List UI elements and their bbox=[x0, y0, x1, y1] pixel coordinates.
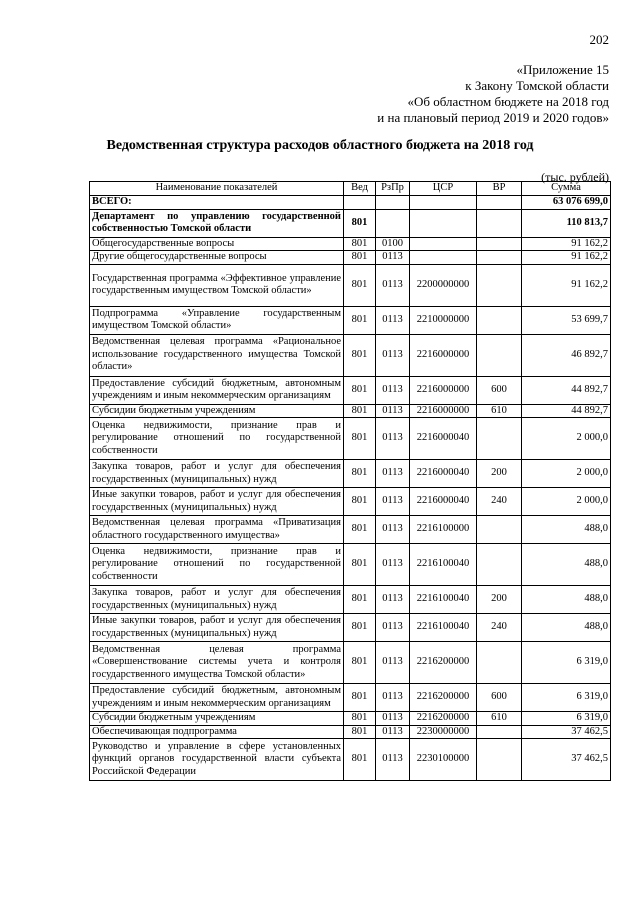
cell-ved: 801 bbox=[344, 614, 376, 642]
cell-csr: 2216200000 bbox=[410, 642, 477, 684]
cell-ved: 801 bbox=[344, 544, 376, 586]
cell-vr: 600 bbox=[477, 376, 522, 404]
cell-sum: 6 319,0 bbox=[522, 712, 611, 726]
cell-csr: 2230000000 bbox=[410, 725, 477, 739]
cell-name: Ведомственная целевая программа «Совершенствование системы учета и контроля государственного имущества Томской области» bbox=[90, 642, 344, 684]
cell-sum: 488,0 bbox=[522, 614, 611, 642]
cell-vr: 200 bbox=[477, 460, 522, 488]
table-row bbox=[90, 614, 611, 642]
cell-csr: 2200000000 bbox=[410, 264, 477, 306]
cell-name: Другие общегосударственные вопросы bbox=[90, 251, 344, 265]
cell-vr bbox=[477, 251, 522, 265]
cell-name: Государственная программа «Эффективное управление государственным имуществом Томской области» bbox=[90, 264, 344, 306]
cell-sum: 37 462,5 bbox=[522, 725, 611, 739]
cell-sum: 91 162,2 bbox=[522, 237, 611, 251]
cell-ved: 801 bbox=[344, 264, 376, 306]
cell-ved: 801 bbox=[344, 251, 376, 265]
cell-rzpr: 0113 bbox=[376, 306, 410, 334]
cell-sum: 2 000,0 bbox=[522, 460, 611, 488]
cell-name: Предоставление субсидий бюджетным, автономным учреждениям и иным некоммерческим организациям bbox=[90, 684, 344, 712]
cell-sum: 488,0 bbox=[522, 586, 611, 614]
cell-vr bbox=[477, 306, 522, 334]
cell-rzpr: 0113 bbox=[376, 488, 410, 516]
cell-csr: 2216100040 bbox=[410, 544, 477, 586]
cell-csr: 2216200000 bbox=[410, 684, 477, 712]
cell-name: Подпрограмма «Управление государственным имуществом Томской области» bbox=[90, 306, 344, 334]
cell-ved: 801 bbox=[344, 306, 376, 334]
cell-csr: 2216100040 bbox=[410, 614, 477, 642]
appendix-header bbox=[377, 62, 609, 126]
cell-rzpr: 0113 bbox=[376, 376, 410, 404]
cell-vr bbox=[477, 334, 522, 376]
cell-csr: 2216100000 bbox=[410, 516, 477, 544]
cell-sum: 488,0 bbox=[522, 544, 611, 586]
cell-ved: 801 bbox=[344, 209, 376, 237]
cell-rzpr: 0113 bbox=[376, 642, 410, 684]
cell-vr bbox=[477, 195, 522, 209]
table-row bbox=[90, 739, 611, 781]
cell-sum: 2 000,0 bbox=[522, 418, 611, 460]
cell-ved: 801 bbox=[344, 712, 376, 726]
cell-name: Закупка товаров, работ и услуг для обеспечения государственных (муниципальных) нужд bbox=[90, 460, 344, 488]
cell-csr: 2216000000 bbox=[410, 334, 477, 376]
appendix-line: к Закону Томской области bbox=[465, 78, 609, 93]
cell-ved: 801 bbox=[344, 237, 376, 251]
cell-vr bbox=[477, 237, 522, 251]
cell-sum: 110 813,7 bbox=[522, 209, 611, 237]
cell-sum: 488,0 bbox=[522, 516, 611, 544]
page-number: 202 bbox=[589, 32, 609, 47]
cell-csr: 2216000040 bbox=[410, 460, 477, 488]
cell-name: Оценка недвижимости, признание прав и регулирование отношений по государственной собственности bbox=[90, 544, 344, 586]
cell-sum: 6 319,0 bbox=[522, 642, 611, 684]
cell-rzpr: 0113 bbox=[376, 544, 410, 586]
header-vr: ВР bbox=[477, 182, 522, 196]
cell-csr: 2216000000 bbox=[410, 376, 477, 404]
cell-vr bbox=[477, 739, 522, 781]
header-ved: Вед bbox=[344, 182, 376, 196]
table-row bbox=[90, 334, 611, 376]
cell-sum: 63 076 699,0 bbox=[522, 195, 611, 209]
table-row bbox=[90, 195, 611, 209]
cell-name: Ведомственная целевая программа «Приватизация областного государственного имущества» bbox=[90, 516, 344, 544]
cell-rzpr bbox=[376, 209, 410, 237]
cell-ved: 801 bbox=[344, 516, 376, 544]
table-row bbox=[90, 460, 611, 488]
table-row bbox=[90, 725, 611, 739]
cell-ved: 801 bbox=[344, 418, 376, 460]
table-row bbox=[90, 684, 611, 712]
cell-ved: 801 bbox=[344, 642, 376, 684]
cell-name: Предоставление субсидий бюджетным, автономным учреждениям и иным некоммерческим организациям bbox=[90, 376, 344, 404]
cell-vr bbox=[477, 209, 522, 237]
cell-name: Оценка недвижимости, признание прав и регулирование отношений по государственной собственности bbox=[90, 418, 344, 460]
cell-ved bbox=[344, 195, 376, 209]
table-row bbox=[90, 306, 611, 334]
cell-rzpr: 0113 bbox=[376, 418, 410, 460]
cell-name: Субсидии бюджетным учреждениям bbox=[90, 404, 344, 418]
cell-vr: 600 bbox=[477, 684, 522, 712]
header-rzpr: РзПр bbox=[376, 182, 410, 196]
cell-rzpr: 0113 bbox=[376, 404, 410, 418]
table-row bbox=[90, 376, 611, 404]
cell-vr: 610 bbox=[477, 712, 522, 726]
cell-csr: 2216100040 bbox=[410, 586, 477, 614]
table-body bbox=[90, 195, 611, 781]
cell-sum: 44 892,7 bbox=[522, 404, 611, 418]
appendix-line: «Об областном бюджете на 2018 год bbox=[407, 94, 609, 109]
cell-ved: 801 bbox=[344, 376, 376, 404]
cell-rzpr: 0113 bbox=[376, 251, 410, 265]
cell-vr: 200 bbox=[477, 586, 522, 614]
table-row bbox=[90, 237, 611, 251]
expenditure-table bbox=[89, 181, 611, 781]
cell-sum: 2 000,0 bbox=[522, 488, 611, 516]
cell-rzpr: 0100 bbox=[376, 237, 410, 251]
table-row bbox=[90, 586, 611, 614]
cell-rzpr: 0113 bbox=[376, 516, 410, 544]
cell-sum: 91 162,2 bbox=[522, 264, 611, 306]
header-name: Наименование показателей bbox=[90, 182, 344, 196]
cell-rzpr: 0113 bbox=[376, 264, 410, 306]
cell-vr bbox=[477, 516, 522, 544]
table-row bbox=[90, 488, 611, 516]
cell-name: Обеспечивающая подпрограмма bbox=[90, 725, 344, 739]
table-row bbox=[90, 544, 611, 586]
cell-ved: 801 bbox=[344, 684, 376, 712]
cell-csr bbox=[410, 251, 477, 265]
cell-vr: 240 bbox=[477, 614, 522, 642]
cell-ved: 801 bbox=[344, 739, 376, 781]
cell-vr bbox=[477, 642, 522, 684]
cell-name: Иные закупки товаров, работ и услуг для обеспечения государственных (муниципальных) нужд bbox=[90, 488, 344, 516]
table-row bbox=[90, 251, 611, 265]
table-row bbox=[90, 404, 611, 418]
table-row bbox=[90, 712, 611, 726]
cell-ved: 801 bbox=[344, 725, 376, 739]
cell-name: Закупка товаров, работ и услуг для обеспечения государственных (муниципальных) нужд bbox=[90, 586, 344, 614]
cell-vr: 240 bbox=[477, 488, 522, 516]
cell-vr bbox=[477, 264, 522, 306]
cell-sum: 91 162,2 bbox=[522, 251, 611, 265]
table-row bbox=[90, 209, 611, 237]
cell-rzpr: 0113 bbox=[376, 725, 410, 739]
table-row bbox=[90, 264, 611, 306]
cell-sum: 6 319,0 bbox=[522, 684, 611, 712]
table-row bbox=[90, 418, 611, 460]
cell-csr: 2216000040 bbox=[410, 488, 477, 516]
cell-vr bbox=[477, 418, 522, 460]
document-title: Ведомственная структура расходов областного бюджета на 2018 год bbox=[106, 138, 534, 153]
appendix-line: и на плановый период 2019 и 2020 годов» bbox=[377, 110, 609, 125]
appendix-line: «Приложение 15 bbox=[516, 62, 609, 77]
cell-name: ВСЕГО: bbox=[90, 195, 344, 209]
cell-rzpr: 0113 bbox=[376, 334, 410, 376]
cell-rzpr: 0113 bbox=[376, 460, 410, 488]
cell-sum: 46 892,7 bbox=[522, 334, 611, 376]
cell-name: Ведомственная целевая программа «Рациональное использование государственного имущества Томской области» bbox=[90, 334, 344, 376]
header-csr: ЦСР bbox=[410, 182, 477, 196]
cell-csr bbox=[410, 237, 477, 251]
units-label: (тыс. рублей) bbox=[541, 170, 609, 184]
cell-rzpr: 0113 bbox=[376, 586, 410, 614]
cell-csr: 2216200000 bbox=[410, 712, 477, 726]
cell-csr: 2210000000 bbox=[410, 306, 477, 334]
table-row bbox=[90, 642, 611, 684]
cell-vr: 610 bbox=[477, 404, 522, 418]
cell-sum: 53 699,7 bbox=[522, 306, 611, 334]
cell-name: Департамент по управлению государственной собственностью Томской области bbox=[90, 209, 344, 237]
cell-ved: 801 bbox=[344, 334, 376, 376]
cell-rzpr: 0113 bbox=[376, 684, 410, 712]
cell-ved: 801 bbox=[344, 404, 376, 418]
cell-vr bbox=[477, 544, 522, 586]
cell-csr bbox=[410, 209, 477, 237]
cell-ved: 801 bbox=[344, 586, 376, 614]
cell-name: Иные закупки товаров, работ и услуг для обеспечения государственных (муниципальных) нужд bbox=[90, 614, 344, 642]
cell-rzpr: 0113 bbox=[376, 739, 410, 781]
cell-ved: 801 bbox=[344, 460, 376, 488]
cell-rzpr: 0113 bbox=[376, 712, 410, 726]
cell-name: Общегосударственные вопросы bbox=[90, 237, 344, 251]
cell-sum: 37 462,5 bbox=[522, 739, 611, 781]
cell-csr: 2216000040 bbox=[410, 418, 477, 460]
cell-csr: 2230100000 bbox=[410, 739, 477, 781]
cell-rzpr bbox=[376, 195, 410, 209]
cell-vr bbox=[477, 725, 522, 739]
cell-sum: 44 892,7 bbox=[522, 376, 611, 404]
cell-rzpr: 0113 bbox=[376, 614, 410, 642]
cell-name: Субсидии бюджетным учреждениям bbox=[90, 712, 344, 726]
cell-ved: 801 bbox=[344, 488, 376, 516]
cell-csr bbox=[410, 195, 477, 209]
cell-csr: 2216000000 bbox=[410, 404, 477, 418]
table-header-row bbox=[90, 182, 611, 196]
cell-name: Руководство и управление в сфере установленных функций органов государственной власти субъекта Российской Федерации bbox=[90, 739, 344, 781]
header-sum: Сумма bbox=[522, 182, 611, 196]
table-row bbox=[90, 516, 611, 544]
